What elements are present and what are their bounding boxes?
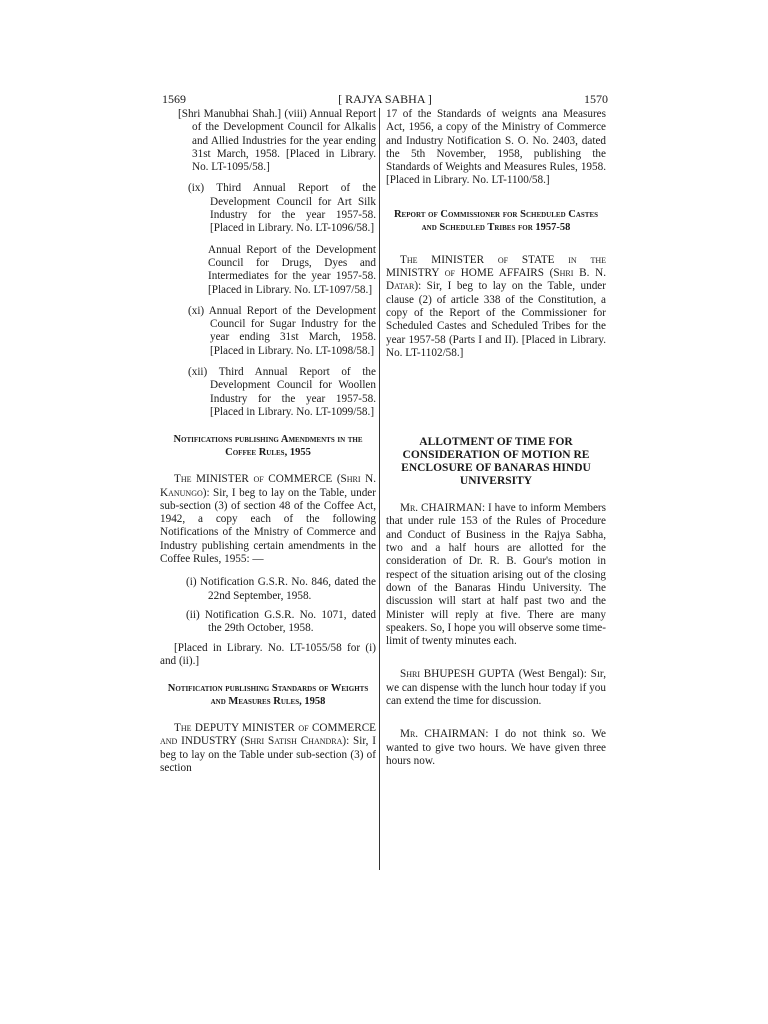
- report-x: Annual Report of the Development Council for Drugs, Dyes and Intermediates for the year 1957-58. [Placed in Library. No. LT-1097/58.]: [208, 243, 376, 296]
- chairman-statement-2: [386, 728, 606, 768]
- speaker-name: Mr. CHAIRMAN: [400, 502, 482, 515]
- report-viii: [Shri Manubhai Shah.] (viii) Annual Report of the Development Council for Alkalis and Allied Industries for the year ending 31st March, 1958. [Placed in Library. No. LT-1095/58.]: [178, 108, 376, 174]
- section-heading-coffee-rules: Notifications publishing Amendments in the Coffee Rules, 1955: [173, 434, 363, 459]
- speaker-name: The MINISTER of STATE in the MINISTRY of HOME AFFAIRS (Shri B. N. Datar): [386, 253, 606, 293]
- report-xi: (xi) Annual Report of the Development Council for Sugar Industry for the year ending 31st March, 1958. [Placed in Library. No. LT-1098/58.]: [188, 304, 376, 357]
- speaker-name: Mr. CHAIRMAN: [400, 728, 486, 741]
- speaker-name: The DEPUTY MINISTER of COMMERCE and INDUSTRY (Shri Satish Chandra): [160, 722, 376, 748]
- statement-text: : Sir, I beg to lay on the Table, under sub-section (3) of section 48 of the Coffee Act, 1942, a copy each of the following Notifications of the Mnistry of Commerce and Industry publishing certain amendments in the Coffee Rules, 1955: —: [160, 486, 376, 566]
- right-page-number: 1570: [584, 92, 608, 106]
- notification-i: (i) Notification G.S.R. No. 846, dated the 22nd September, 1958.: [186, 576, 376, 602]
- speaker-name: The MINISTER of COMMERCE (Shri N. Kanungo): [160, 473, 376, 499]
- left-column: [160, 108, 376, 775]
- statement-text: : Sir, I beg to lay on the Table under sub-section (3) of section: [160, 735, 376, 774]
- right-column: [386, 108, 606, 768]
- placed-in-library-1055: [Placed in Library. No. LT-1055/58 for (i) and (ii).]: [160, 641, 376, 667]
- chairman-statement-1: [386, 502, 606, 648]
- statement-text: : Sir, I beg to lay on the Table, under clause (2) of article 338 of the Constitution, a copy of the Report of the Commissioner for Scheduled Castes and Scheduled Tribes for the year 1957-58 (Parts I and II). [Placed in Library. No. LT-1102/58.]: [386, 280, 606, 359]
- statement-text: (West Bengal): Sır, we can dispense with the lunch hour today if you can extend the time for discussion.: [386, 668, 607, 708]
- section-heading-allotment-of-time: ALLOTMENT OF TIME FOR CONSIDERATION OF MOTION RE ENCLOSURE OF BANARAS HINDU UNIVERSITY: [401, 436, 591, 488]
- gupta-statement: [386, 668, 606, 708]
- continuation-paragraph: 17 of the Standards of weignts ana Measures Act, 1956, a copy of the Ministry of Commerce and Industry Notification S. O. No. 2403, dated the 5th November, 1958, publishing the Standards of Weights and Measures Rules, 1958. [Placed in Library. No. LT-1100/58.]: [386, 108, 606, 187]
- statement-text: : I have to inform Members that under rule 153 of the Rules of Procedure and Conduct of Business in the Rajya Sabha, two and a half hours are allotted for the consideration of Dr. R. B. Gour's motion in respect of the situation arising out of the closing down of the Banaras Hindu University. The discussion will start at half past two and the Minister will reply at five. There are many speakers. So, I hope you will observe some time-limit of twenty minutes each.: [386, 502, 606, 648]
- page-title: [ RAJYA SABHA ]: [338, 92, 432, 106]
- column-divider: [379, 108, 380, 870]
- section-heading-commissioner-report: Report of Commissioner for Scheduled Castes and Scheduled Tribes for 1957-58: [393, 208, 599, 233]
- statement-text: : I do not think so. We wanted to give two hours. We have given three hours now.: [386, 728, 606, 767]
- speaker-name: Shri BHUPESH GUPTA: [400, 668, 515, 681]
- left-page-number: 1569: [162, 92, 186, 106]
- home-affairs-minister-statement: [386, 254, 606, 360]
- report-ix: (ix) Third Annual Report of the Development Council for Art Silk Industry for the year 1957-58. [Placed in Library. No. LT-1096/58.]: [188, 182, 376, 235]
- section-heading-weights-measures: Notification publishing Standards of Weights and Measures Rules, 1958: [167, 683, 369, 708]
- notification-ii: (ii) Notification G.S.R. No. 1071, dated the 29th October, 1958.: [186, 608, 376, 635]
- report-xii: (xii) Third Annual Report of the Development Council for Woollen Industry for the year 1957-58. [Placed in Library. No. LT-1099/58.]: [188, 366, 376, 418]
- deputy-minister-statement: [160, 722, 376, 775]
- commerce-minister-statement: [160, 473, 376, 566]
